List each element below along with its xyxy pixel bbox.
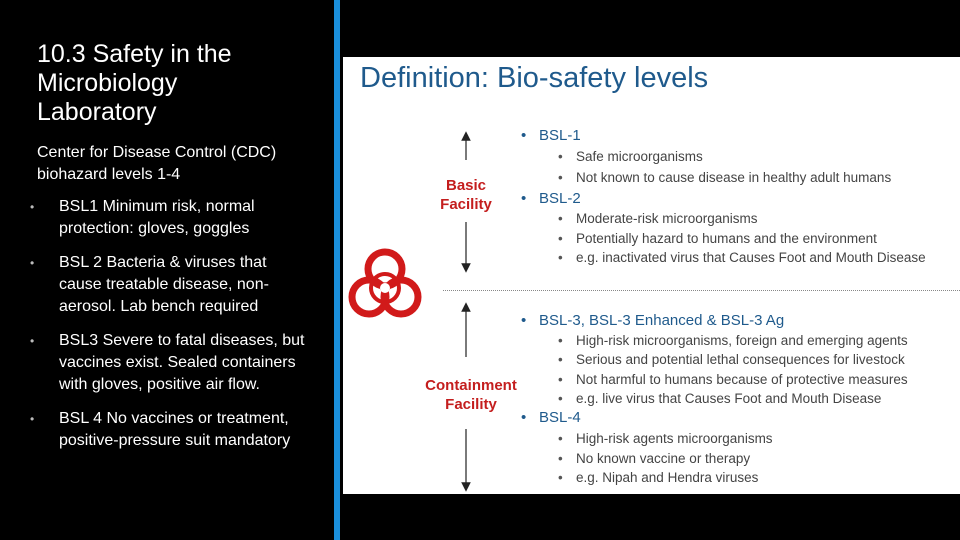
bullet-icon: • [30, 256, 35, 270]
bsl4-item: • No known vaccine or therapy [576, 451, 750, 466]
bullet-item [30, 252, 310, 318]
bullet-text: BSL1 Minimum risk, normal protection: gloves, goggles [59, 198, 255, 237]
bsl4-label: • BSL-4 [539, 409, 581, 426]
bsl3-item: • Serious and potential lethal consequences for livestock [576, 352, 905, 367]
bsl1-item: • Safe microorganisms [576, 149, 703, 164]
bsl3-item: • High-risk microorganisms, foreign and emerging agents [576, 333, 908, 348]
bsl2-label: • BSL-2 [539, 190, 581, 207]
text-column [0, 0, 334, 540]
slide-title: 10.3 Safety in the Microbiology Laboratory [37, 40, 232, 126]
bsl3-item: • e.g. live virus that Causes Foot and Mouth Disease [576, 391, 881, 406]
bsl3-item: • Not harmful to humans because of protective measures [576, 372, 908, 387]
bullet-text: BSL 4 No vaccines or treatment, positive-pressure suit mandatory [59, 410, 291, 449]
facility-arrows [343, 57, 960, 494]
facility-separator [443, 290, 960, 291]
bsl1-label: • BSL-1 [539, 127, 581, 144]
bullet-item [30, 330, 310, 396]
biohazard-icon [345, 247, 425, 327]
bullet-item [30, 408, 310, 452]
bsl3-label: • BSL-3, BSL-3 Enhanced & BSL-3 Ag [539, 312, 784, 329]
bsl2-item: • e.g. inactivated virus that Causes Foot and Mouth Disease [576, 250, 926, 265]
bullet-icon: • [30, 412, 35, 426]
bsl2-item: • Moderate-risk microorganisms [576, 211, 758, 226]
containment-facility-label: Containment Facility [425, 377, 517, 413]
biosafety-figure [343, 57, 960, 494]
bullet-item [30, 196, 310, 240]
basic-facility-label: Basic Facility [440, 177, 492, 213]
slide-subtitle: Center for Disease Control (CDC) biohazard levels 1-4 [37, 144, 277, 183]
bsl2-item: • Potentially hazard to humans and the environment [576, 231, 877, 246]
bullet-icon: • [30, 200, 35, 214]
bsl1-item: • Not known to cause disease in healthy adult humans [576, 170, 891, 185]
bullet-icon: • [30, 334, 35, 348]
bullet-text: BSL 2 Bacteria & viruses that cause treatable disease, non-aerosol. Lab bench required [59, 254, 269, 315]
bsl4-item: • e.g. Nipah and Hendra viruses [576, 470, 758, 485]
bullet-text: BSL3 Severe to fatal diseases, but vaccines exist. Sealed containers with gloves, positive air flow. [59, 332, 305, 393]
accent-divider [334, 0, 340, 540]
bsl4-item: • High-risk agents microorganisms [576, 431, 773, 446]
figure-title: Definition: Bio-safety levels [360, 62, 709, 94]
bullet-list [30, 196, 310, 464]
